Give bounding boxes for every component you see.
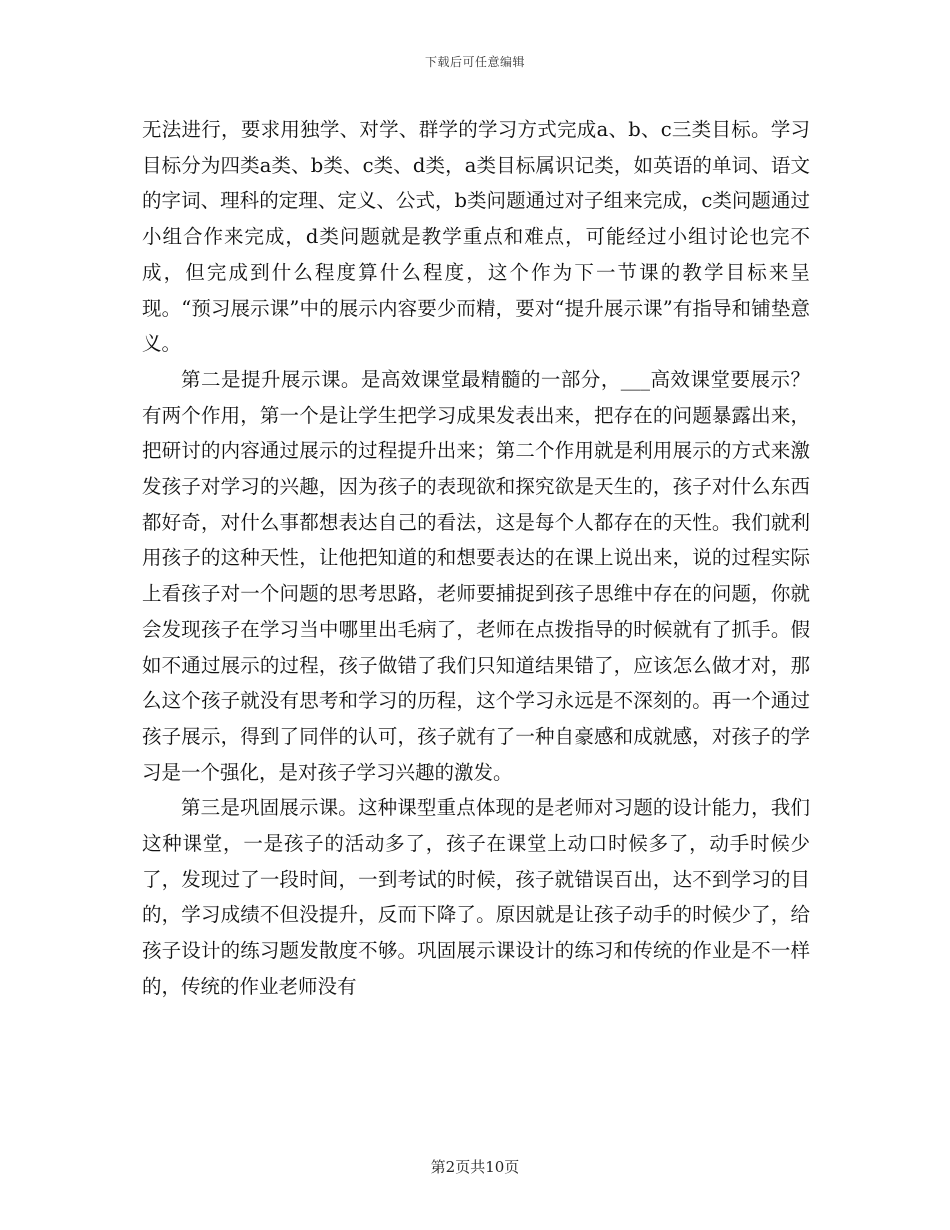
paragraph-2: 第二是提升展示课。是高效课堂最精髓的一部分，___高效课堂要展示？有两个作用，第一个是让学生把学习成果发表出来，把存在的问题暴露出来，把研讨的内容通过展示的过程提升出来；第二个作用就是利用展示的方式来激发孩子对学习的兴趣，因为孩子的表现欲和探究欲是天生的，孩子对什么东西都好奇，对什么事都想表达自己的看法，这是每个人都存在的天性。我们就利用孩子的这种天性，让他把知道的和想要表达的在课上说出来，说的过程实际上看孩子对一个问题的思考思路，老师要捕捉到孩子思维中存在的问题，你就会发现孩子在学习当中哪里出毛病了，老师在点拨指导的时候就有了抓手。假如不通过展示的过程，孩子做错了我们只知道结果错了，应该怎么做才对，那么这个孩子就没有思考和学习的历程，这个学习永远是不深刻的。再一个通过孩子展示，得到了同伴的认可，孩子就有了一种自豪感和成就感，对孩子的学习是一个强化，是对孩子学习兴趣的激发。: [142, 367, 810, 784]
paragraph-1: 无法进行，要求用独学、对学、群学的学习方式完成a、b、c三类目标。学习目标分为四类a类、b类、c类、d类，a类目标属识记类，如英语的单词、语文的字词、理科的定理、定义、公式，b类问题通过对子组来完成，c类问题通过小组合作来完成，d类问题就是教学重点和难点，可能经过小组讨论也完不成，但完成到什么程度算什么程度，这个作为下一节课的教学目标来呈现。“预习展示课”中的展示内容要少而精，要对“提升展示课”有指导和铺垫意义。: [142, 118, 810, 356]
paragraph-3: 第三是巩固展示课。这种课型重点体现的是老师对习题的设计能力，我们这种课堂，一是孩子的活动多了，孩子在课堂上动口时候多了，动手时候少了，发现过了一段时间，一到考试的时候，孩子就错误百出，达不到学习的目的，学习成绩不但没提升，反而下降了。原因就是让孩子动手的时候少了，给孩子设计的练习题发散度不够。巩固展示课设计的练习和传统的作业是不一样的，传统的作业老师没有: [142, 796, 810, 998]
page-header: 下载后可任意编辑: [424, 55, 525, 69]
page-footer: 第2页共10页: [430, 1158, 520, 1176]
document-body: [142, 112, 810, 1005]
